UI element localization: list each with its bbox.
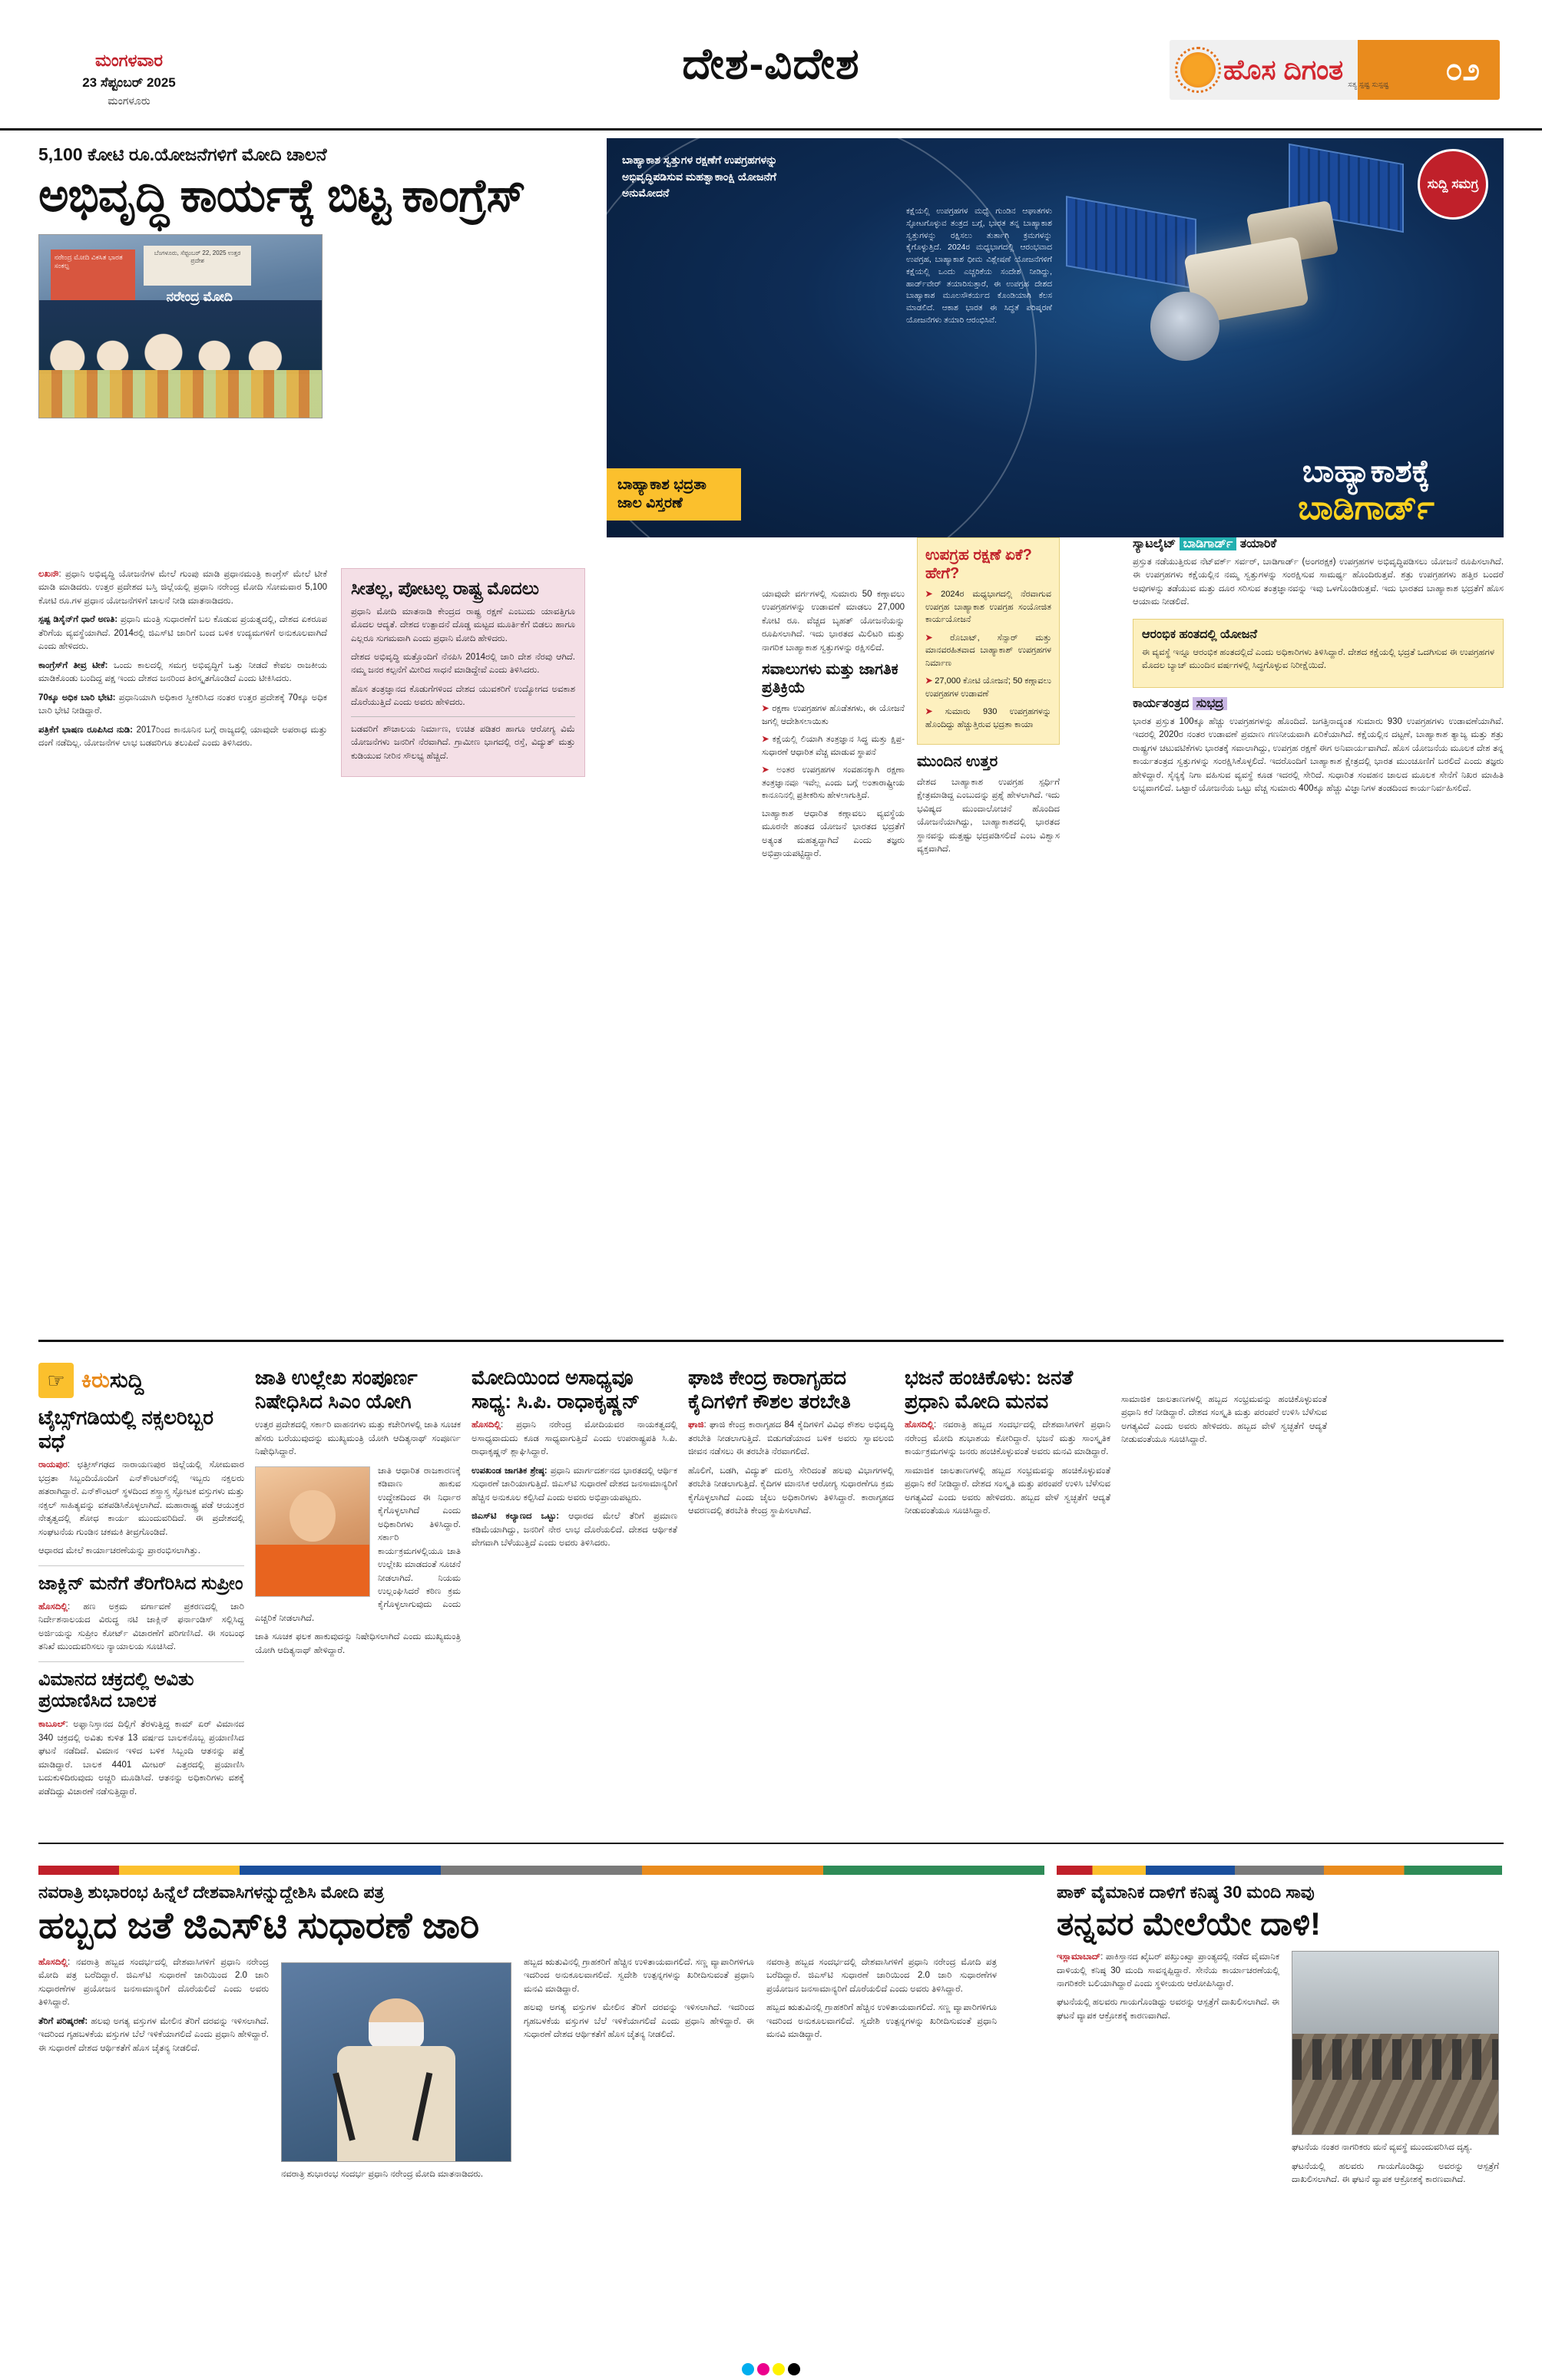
prison-para-1: ಘಾಜಿ ಕೇಂದ್ರ ಕಾರಾಗೃಹದ 84 ಕೈದಿಗಳಿಗೆ ವಿವಿಧ ಕೌಶಲ ಅಭಿವೃದ್ಧಿ ತರಬೇತಿ ನೀಡಲಾಗುತ್ತಿದೆ. ಬಿಡುಗಡೆಯಾದ ಬಳಿಕ ಅವರು ಸ್ವಾವಲಂಬಿ ಜೀವನ ನಡೆಸಲು ಈ ತರಬೇತಿ ನೆರವಾಗಲಿದೆ. <box>688 1420 894 1457</box>
lead-kicker: 5,100 ಕೋಟಿ ರೂ.ಯೋಜನೆಗಳಿಗೆ ಮೋದಿ ಚಾಲನೆ <box>38 144 327 164</box>
space-col1-para: ಯಾವುದೇ ವರ್ಗಗಳಲ್ಲಿ ಸುಮಾರು 50 ಕಣ್ಗಾವಲು ಉಪಗ್ರಹಗಳನ್ನು ಉಡಾವಣೆ ಮಾಡಲು 27,000 ಕೋಟಿ ರೂ. ವೆಚ್ಚದ ಬೃಹತ್ ಯೋಜನೆಯನ್ನು ರೂಪಿಸಲಾಗಿದೆ. ಇದು ಭಾರತದ ಮಿಲಿಟರಿ ಮತ್ತು ನಾಗರಿಕ ಬಾಹ್ಯಾಕಾಶ ಸ್ವತ್ತುಗಳನ್ನು ರಕ್ಷಿಸಲಿದೆ. <box>762 590 905 653</box>
space-col1-item-3: ಅಂತರ ಉಪಗ್ರಹಗಳ ಸಂವಹನಕ್ಕಾಗಿ ರಕ್ಷಣಾ ತಂತ್ರಜ್ಞಾನವೂ ಇವೆಲ್ಲ ಎಂದು ಬಗ್ಗೆ ಅಂತಾರಾಷ್ಟ್ರೀಯ ಕಾನೂನಿನಲ್ಲಿ ಪ್ರತೀಕರಿಸು ಹೇಳಲಾಗುತ್ತಿದೆ. <box>762 765 905 801</box>
space-feature-banner <box>607 138 1504 537</box>
space-col1-list <box>762 702 905 802</box>
radhakrishnan-story-column: ಮೋದಿಯಿಂದ ಅಸಾಧ್ಯವೂ ಸಾಧ್ಯ: ಸಿ.ಪಿ. ರಾಧಾಕೃಷ್ಣನ್ ಹೊಸದಿಲ್ಲಿ: ಪ್ರಧಾನಿ ನರೇಂದ್ರ ಮೋದಿಯವರ ನಾಯಕತ್ವದಲ್ಲಿ ಅಸಾಧ್ಯವಾದುದು ಕೂಡ ಸಾಧ್ಯವಾಗುತ್ತಿದೆ ಎಂದು ಉಪರಾಷ್ಟ್ರಪತಿ ಸಿ.ಪಿ. ರಾಧಾಕೃಷ್ಣನ್ ಶ್ಲಾಘಿಸಿದ್ದಾರೆ. ಉಪಖಂಡ ಜಾಗತಿಕ ಶ್ರೇಷ್ಠ: ಪ್ರಧಾನಿ ಮಾರ್ಗದರ್ಶನದ ಭಾರತದಲ್ಲಿ ಆರ್ಥಿಕ ಸುಧಾರಣೆ ಜಾರಿಯಾಗುತ್ತಿದೆ. ಜಿಎಸ್‌ಟಿ ಸುಧಾರಣೆ ದೇಶದ ಜನಸಾಮಾನ್ಯರಿಗೆ ಹೆಚ್ಚಿನ ಅನುಕೂಲ ಕಲ್ಪಿಸಿದೆ ಎಂದು ಅವರು ಅಭಿಪ್ರಾಯಪಟ್ಟರು. ಜಿಎಸ್‌ಟಿ ಕಲ್ಯಾಣದ ಒಟ್ಟು: ಆಧಾರದ ಮೇಲೆ ತೆರಿಗೆ ಪ್ರಮಾಣ ಕಡಿಮೆಯಾಗಿದ್ದು, ಜನರಿಗೆ ನೇರ ಲಾಭ ದೊರೆಯಲಿದೆ. ದೇಶದ ಆರ್ಥಿಕತೆ ವೇಗವಾಗಿ ಬೆಳೆಯುತ್ತಿದೆ ಎಂದು ಅವರು ತಿಳಿಸಿದರು. <box>472 1366 677 1549</box>
kirusudhi-brand <box>38 1363 244 1398</box>
gst-para-2: ಹಲವು ಅಗತ್ಯ ವಸ್ತುಗಳ ಮೇಲಿನ ತೆರಿಗೆ ದರವನ್ನು ಇಳಿಸಲಾಗಿದೆ. ಇದರಿಂದ ಗೃಹಬಳಕೆಯ ವಸ್ತುಗಳ ಬೆಲೆ ಇಳಿಕೆಯಾಗಲಿದೆ ಎಂದು ಪ್ರಧಾನಿ ಹೇಳಿದ್ದಾರೆ. ಈ ಸುಧಾರಣೆ ದೇಶದ ಆರ್ಥಿಕತೆಗೆ ಹೊಸ ಚೈತನ್ಯ ನೀಡಲಿದೆ. <box>38 2016 269 2053</box>
gst-para-3: ಹಬ್ಬದ ಋತುವಿನಲ್ಲಿ ಗ್ರಾಹಕರಿಗೆ ಹೆಚ್ಚಿನ ಉಳಿತಾಯವಾಗಲಿದೆ. ಸಣ್ಣ ವ್ಯಾಪಾರಿಗಳಿಗೂ ಇದರಿಂದ ಅನುಕೂಲವಾಗಲಿದೆ. ಸ್ವದೇಶಿ ಉತ್ಪನ್ನಗಳನ್ನು ಖರೀದಿಸುವಂತೆ ಪ್ರಧಾನಿ ಮನವಿ ಮಾಡಿದ್ದಾರೆ. <box>524 1957 754 1994</box>
rp-title-highlight: ಬಾಡಿಗಾರ್ಡ್ <box>1180 537 1237 550</box>
rp-title-post: ತಯಾರಿಕೆ <box>1239 537 1277 550</box>
space-title-card <box>1239 455 1493 527</box>
yogi-headline: ಜಾತಿ ಉಲ್ಲೇಖ ಸಂಪೂರ್ಣ ನಿಷೇಧಿಸಿದ ಸಿಎಂ ಯೋಗಿ <box>255 1366 418 1413</box>
sudhi-samagra-badge: ಸುದ್ದಿ ಸಮಗ್ರ <box>1418 149 1488 220</box>
lead-sub-3-head: 70ಕ್ಕೂ ಅಧಿಕ ಬಾರಿ ಭೇಟಿ: <box>38 693 116 702</box>
photo-banner-left: ನರೇಂದ್ರ ಮೋದಿ ವಿಕಸಿತ ಭಾರತ ಸಂಕಲ್ಪ <box>51 250 135 312</box>
pakistan-airstrike-story <box>1057 1866 1502 2192</box>
lead-sub-2-head: ಕಾಂಗ್ರೆಸ್‌ಗೆ ತೀವ್ರ ಟೀಕೆ: <box>38 660 108 670</box>
pink-divider <box>351 716 575 717</box>
gst-col-2 <box>281 1956 511 2187</box>
secondary-news-row <box>38 1363 1504 1804</box>
rp-block-1 <box>1133 537 1504 610</box>
publication-name: ಹೊಸ ದಿಗಂತ <box>1223 53 1344 85</box>
kirusudhi-body-3: ಅಫ್ಘಾನಿಸ್ತಾನದ ದಿಲ್ಲಿಗೆ ತೆರಳುತ್ತಿದ್ದ ಕಾಮ್ ಏರ್ ವಿಮಾನದ 340 ಚಕ್ರದಲ್ಲಿ ಅವಿತು ಕುಳಿತ 13 ವರ್ಷದ ಬಾಲಕನೊಬ್ಬ ಪ್ರಯಾಣಿಸಿದ ಘಟನೆ ನಡೆದಿದೆ. ವಿಮಾನ ಇಳಿದ ಬಳಿಕ ಸಿಬ್ಬಂದಿ ಆತನನ್ನು ಪತ್ತೆ ಮಾಡಿದ್ದಾರೆ. ಬಾಲಕ 4401 ಮೀಟರ್ ಎತ್ತರದಲ್ಲಿ ಪ್ರಯಾಣಿಸಿ ಬದುಕುಳಿದಿರುವುದು ಅಚ್ಚರಿ ಮೂಡಿಸಿದೆ. ಆತನನ್ನು ಅಧಿಕಾರಿಗಳು ವಶಕ್ಕೆ ಪಡೆದಿದ್ದು ವಿಚಾರಣೆ ನಡೆಸುತ್ತಿದ್ದಾರೆ. <box>38 1720 244 1797</box>
lead-para-1: ಪ್ರಧಾನಿ ಅಭಿವೃದ್ಧಿ ಯೋಜನೆಗಳ ಮೇಲೆ ಗುಂಪು ಮಾಡಿ ಪ್ರಧಾನಮಂತ್ರಿ ಕಾಂಗ್ರೆಸ್ ಮೇಲೆ ಟೀಕೆ ಮಾಡಿ ಮಾಡಿದರು. ಉತ್ತರ ಪ್ರದೇಶದ ಬಸ್ತಿ ಜಿಲ್ಲೆಯಲ್ಲಿ ಪ್ರಧಾನಿ ನರೇಂದ್ರ ಮೋದಿ ಸೋಮವಾರ 5,100 ಕೋಟಿ ರೂ.ಗಳ ಪ್ರಧಾನ ಯೋಜನೆಗಳಿಗೆ ಚಾಲನೆ ನೀಡಿ ಮಾತನಾಡಿದರು. <box>38 570 328 606</box>
bhajan-appeal-column: ಭಜನೆ ಹಂಚಿಕೊಳು: ಜನತೆ ಪ್ರಧಾನಿ ಮೋದಿ ಮನವ ಹೊಸದಿಲ್ಲಿ: ನವರಾತ್ರಿ ಹಬ್ಬದ ಸಂದರ್ಭದಲ್ಲಿ ದೇಶವಾಸಿಗಳಿಗೆ ಪ್ರಧಾನಿ ನರೇಂದ್ರ ಮೋದಿ ಶುಭಾಶಯ ಕೋರಿದ್ದಾರೆ. ಭಜನೆ ಮತ್ತು ಸಾಂಸ್ಕೃತಿಕ ಕಾರ್ಯಕ್ರಮಗಳನ್ನು ಜನರು ಹಂಚಿಕೊಳ್ಳುವಂತೆ ಅವರು ಮನವಿ ಮಾಡಿದ್ದಾರೆ. ಸಾಮಾಜಿಕ ಜಾಲತಾಣಗಳಲ್ಲಿ ಹಬ್ಬದ ಸಂಭ್ರಮವನ್ನು ಹಂಚಿಕೊಳ್ಳುವಂತೆ ಪ್ರಧಾನಿ ಕರೆ ನೀಡಿದ್ದಾರೆ. ದೇಶದ ಸಂಸ್ಕೃತಿ ಮತ್ತು ಪರಂಪರೆ ಉಳಿಸಿ ಬೆಳೆಸುವ ಅಗತ್ಯವಿದೆ ಎಂದು ಅವರು ಹೇಳಿದರು. ಹಬ್ಬದ ವೇಳೆ ಸ್ವಚ್ಛತೆಗೆ ಆದ್ಯತೆ ನೀಡುವಂತೆಯೂ ಸೂಚಿಸಿದ್ದಾರೆ. <box>905 1363 1110 1804</box>
portrait-robe <box>256 1545 369 1596</box>
space-yellow-label: ಬಾಹ್ಯಾಕಾಶ ಭದ್ರತಾ ಜಾಲ ವಿಸ್ತರಣೆ <box>607 468 741 521</box>
yogi-para-1: ಉತ್ತರ ಪ್ರದೇಶದಲ್ಲಿ ಸರ್ಕಾರಿ ವಾಹನಗಳು ಮತ್ತು ಕಚೇರಿಗಳಲ್ಲಿ ಜಾತಿ ಸೂಚಕ ಹೆಸರು ಬರೆಯುವುದನ್ನು ಮುಖ್ಯಮಂತ್ರಿ ಯೋಗಿ ಆದಿತ್ಯನಾಥ್ ಸಂಪೂರ್ಣ ನಿಷೇಧಿಸಿದ್ದಾರೆ. <box>255 1420 461 1457</box>
magenta-dot <box>757 2363 769 2375</box>
lead-story <box>38 144 591 418</box>
kirusudhi-dateline-2: ಹೊಸದಿಲ್ಲಿ <box>38 1602 68 1611</box>
prison-training-column: ಘಾಜಿ ಕೇಂದ್ರ ಕಾರಾಗೃಹದ ಕೈದಿಗಳಿಗೆ ಕೌಶಲ ತರಬೇತಿ ಘಾಜಿ: ಘಾಜಿ ಕೇಂದ್ರ ಕಾರಾಗೃಹದ 84 ಕೈದಿಗಳಿಗೆ ವಿವಿಧ ಕೌಶಲ ಅಭಿವೃದ್ಧಿ ತರಬೇತಿ ನೀಡಲಾಗುತ್ತಿದೆ. ಬಿಡುಗಡೆಯಾದ ಬಳಿಕ ಅವರು ಸ್ವಾವಲಂಬಿ ಜೀವನ ನಡೆಸಲು ಈ ತರಬೇತಿ ನೆರವಾಗಲಿದೆ. ಹೊಲಿಗೆ, ಬಡಗಿ, ವಿದ್ಯುತ್ ದುರಸ್ತಿ ಸೇರಿದಂತೆ ಹಲವು ವಿಭಾಗಗಳಲ್ಲಿ ತರಬೇತಿ ನೀಡಲಾಗುತ್ತಿದೆ. ಕೈದಿಗಳ ಮಾನಸಿಕ ಆರೋಗ್ಯ ಸುಧಾರಣೆಗೂ ಕ್ರಮ ಕೈಗೊಳ್ಳಲಾಗಿದೆ ಎಂದು ಜೈಲು ಅಧಿಕಾರಿಗಳು ತಿಳಿಸಿದ್ದಾರೆ. ಕಾರಾಗೃಹದ ಆವರಣದಲ್ಲಿ ತರಬೇತಿ ಕೇಂದ್ರ ಸ್ಥಾಪಿಸಲಾಗಿದೆ. <box>688 1363 894 1804</box>
rp-para-3: ಭಾರತ ಪ್ರಸ್ತುತ 100ಕ್ಕೂ ಹೆಚ್ಚು ಉಪಗ್ರಹಗಳನ್ನು ಹೊಂದಿದೆ. ಜಗತ್ತಿನಾದ್ಯಂತ ಸುಮಾರು 930 ಉಪಗ್ರಹಗಳು ಉಡಾವಣೆಯಾಗಿವೆ. ಇದರಲ್ಲಿ 2020ರ ನಂತರ ಉಡಾವಣೆ ಪ್ರಮಾಣ ಗಣನೀಯವಾಗಿ ಏರಿಕೆಯಾಗಿದೆ. ಕಕ್ಷೆಯಲ್ಲಿನ ದಟ್ಟಣೆ, ಬಾಹ್ಯಾಕಾಶ ತ್ಯಾಜ್ಯ ಮತ್ತು ಶತ್ರು ರಾಷ್ಟ್ರಗಳ ಚಟುವಟಿಕೆಗಳು ಭಾರತಕ್ಕೆ ಸವಾಲಾಗಿದ್ದು, ಉಪಗ್ರಹ ರಕ್ಷಣೆ ಈಗ ಅನಿವಾರ್ಯವಾಗಿದೆ. ಹೊಸ ಯೋಜನೆಯ ಮೂಲಕ ದೇಶ ತನ್ನ ಕಾರ್ಯತಂತ್ರದ ಸ್ವತ್ತುಗಳನ್ನು ಸಂರಕ್ಷಿಸಿಕೊಳ್ಳಲಿದೆ. ಇದರೊಂದಿಗೆ ಬಾಹ್ಯಾಕಾಶ ಕ್ಷೇತ್ರದಲ್ಲಿ ಭಾರತ ಮುಂಚೂಣಿಗೆ ಬರಲಿದೆ ಎಂದು ತಜ್ಞರು ಹೇಳಿದ್ದಾರೆ. ಸೈನ್ಯಕ್ಕೆ ನಿಗಾ ವಹಿಸುವ ವ್ಯವಸ್ಥೆ ಕೂಡ ಇದರಲ್ಲಿ ಸೇರಿದೆ. ಸುಧಾರಿತ ಸಂವಹನ ಜಾಲದ ಮೂಲಕ ಸೇನೆಗೆ ನಿಖರ ಮಾಹಿತಿ ಲಭ್ಯವಾಗಲಿದೆ. ಒಟ್ಟಾರೆ ಯೋಜನೆಯ ಒಟ್ಟು ವೆಚ್ಚ ಸುಮಾರು 400ಕ್ಕೂ ಹೆಚ್ಚು ವಿಜ್ಞಾನಿಗಳ ತಂಡದಿಂದ ಕಾರ್ಯನಿರ್ವಹಿಸಲಿದೆ. <box>1133 716 1504 794</box>
bhajan-dateline: ಹೊಸದಿಲ್ಲಿ <box>905 1420 934 1430</box>
prison-dateline: ಘಾಜಿ <box>688 1420 704 1430</box>
lead-sub-2-text: ಒಂದು ಕಾಲದಲ್ಲಿ ಸಮಗ್ರ ಅಭಿವೃದ್ಧಿಗೆ ಒತ್ತು ನೀಡದೆ ಕೇವಲ ರಾಜಕೀಯ ಮಾಡಿಕೊಂಡು ಬಂದಿದ್ದ ಪಕ್ಷ ಇಂದು ದೇಶದ ಜನರಿಂದ ತಿರಸ್ಕೃತಗೊಂಡಿದೆ ಎಂದು ಟೀಕಿಸಿದರು. <box>38 660 327 684</box>
publication-tagline: ಸತ್ಯ ಸ್ಪಷ್ಟ ಸುಸ್ಪಷ್ಟ <box>1348 81 1389 89</box>
lead-sidebar-pink <box>341 568 585 777</box>
rp-initial-stage-box <box>1133 619 1504 688</box>
lead-photo <box>38 234 323 418</box>
why-item-1: 2024ರ ಮಧ್ಯಭಾಗದಲ್ಲಿ ನೆರವಾಗುವ ಉಪಗ್ರಹ ಬಾಹ್ಯಾಕಾಶ ಉಪಗ್ರಹ ಸಂಯೋಜಿತ ಕಾರ್ಯಯೋಜನೆ <box>925 590 1051 624</box>
black-dot <box>788 2363 800 2375</box>
satellite-bodyguard-panel <box>1133 537 1504 805</box>
space-why-how-box <box>917 537 1060 745</box>
pak-kicker: ಪಾಕ್ ವೈಮಾನಿಕ ದಾಳಿಗೆ ಕನಿಷ್ಠ 30 ಮಂದಿ ಸಾವು <box>1057 1883 1315 1902</box>
gst-para-6: ಹಬ್ಬದ ಋತುವಿನಲ್ಲಿ ಗ್ರಾಹಕರಿಗೆ ಹೆಚ್ಚಿನ ಉಳಿತಾಯವಾಗಲಿದೆ. ಸಣ್ಣ ವ್ಯಾಪಾರಿಗಳಿಗೂ ಇದರಿಂದ ಅನುಕೂಲವಾಗಲಿದೆ. ಸ್ವದೇಶಿ ಉತ್ಪನ್ನಗಳನ್ನು ಖರೀದಿಸುವಂತೆ ಪ್ರಧಾನಿ ಮನವಿ ಮಾಡಿದ್ದಾರೆ. <box>766 2003 997 2040</box>
pak-para-1: ಪಾಕಿಸ್ತಾನದ ಖೈಬರ್ ಪಖ್ತುಂಖ್ವಾ ಪ್ರಾಂತ್ಯದಲ್ಲಿ ನಡೆದ ವೈಮಾನಿಕ ದಾಳಿಯಲ್ಲಿ ಕನಿಷ್ಠ 30 ಮಂದಿ ಸಾವನ್ನಪ್ಪಿದ್ದಾರೆ. ಸೇನೆಯ ಕಾರ್ಯಾಚರಣೆಯಲ್ಲಿ ನಾಗರಿಕರೇ ಬಲಿಯಾಗಿದ್ದಾರೆ ಎಂದು ಸ್ಥಳೀಯರು ಆರೋಪಿಸಿದ್ದಾರೆ. <box>1057 1952 1280 1988</box>
photo-kurta <box>337 2046 456 2161</box>
masthead-day: ಮಂಗಳವಾರ <box>94 51 164 70</box>
pink-para-1: ಪ್ರಧಾನಿ ಮೋದಿ ಮಾತನಾಡಿ ಕೇಂದ್ರದ ರಾಷ್ಟ್ರ ರಕ್ಷಣೆ ಎಂಬುದು ಯಾವತ್ತಿಗೂ ಮೊದಲ ಆದ್ಯತೆ. ದೇಶದ ಉತ್ಪಾದನೆ ದೊಡ್ಡ ಮಟ್ಟದ ಮೂರ್ತಿಕೆಗೆ ಬಿಡಲು ಹಾಗೂ ಎಲ್ಲರೂ ಸುಗಮವಾಗಿ ಎಂದು ಪ್ರಧಾನಿ ಮೋದಿ ಹೇಳಿದರು. <box>351 607 575 643</box>
photo-figures <box>39 308 322 370</box>
bhajan-para-2: ಸಾಮಾಜಿಕ ಜಾಲತಾಣಗಳಲ್ಲಿ ಹಬ್ಬದ ಸಂಭ್ರಮವನ್ನು ಹಂಚಿಕೊಳ್ಳುವಂತೆ ಪ್ರಧಾನಿ ಕರೆ ನೀಡಿದ್ದಾರೆ. ದೇಶದ ಸಂಸ್ಕೃತಿ ಮತ್ತು ಪರಂಪರೆ ಉಳಿಸಿ ಬೆಳೆಸುವ ಅಗತ್ಯವಿದೆ ಎಂದು ಅವರು ಹೇಳಿದರು. ಹಬ್ಬದ ವೇಳೆ ಸ್ವಚ್ಛತೆಗೆ ಆದ್ಯತೆ ನೀಡುವಂತೆಯೂ ಸೂಚಿಸಿದ್ದಾರೆ. <box>905 1466 1110 1516</box>
kirusudhi-dateline-3: ಕಾಬೂಲ್ <box>38 1720 66 1730</box>
why-item-2: ರೊಬಾಟ್, ಸೆನ್ಸಾರ್ ಮತ್ತು ಮಾನವರಹಿತವಾದ ಬಾಹ್ಯಾಕಾಶ್ ಉಪಗ್ರಹಗಳ ನಿರ್ಮಾಣ <box>925 633 1051 668</box>
pak-body-columns <box>1057 1951 1502 2192</box>
sun-icon <box>1180 52 1216 88</box>
publication-logo <box>1170 40 1500 100</box>
radhakrishnan-para-2: ಪ್ರಧಾನಿ ಮಾರ್ಗದರ್ಶನದ ಭಾರತದಲ್ಲಿ ಆರ್ಥಿಕ ಸುಧಾರಣೆ ಜಾರಿಯಾಗುತ್ತಿದೆ. ಜಿಎಸ್‌ಟಿ ಸುಧಾರಣೆ ದೇಶದ ಜನಸಾಮಾನ್ಯರಿಗೆ ಹೆಚ್ಚಿನ ಅನುಕೂಲ ಕಲ್ಪಿಸಿದೆ ಎಂದು ಅವರು ಅಭಿಪ್ರಾಯಪಟ್ಟರು. <box>472 1466 677 1502</box>
space-col1-tail: ಬಾಹ್ಯಾಕಾಶ ಆಧಾರಿತ ಕಣ್ಗಾವಲು ವ್ಯವಸ್ಥೆಯ ಮೂರನೇ ಹಂತದ ಯೋಜನೆ ಭಾರತದ ಭದ್ರತೆಗೆ ಅತ್ಯಂತ ಮಹತ್ವದ್ದಾಗಿದೆ ಎಂದು ತಜ್ಞರು ಅಭಿಪ್ರಾಯಪಟ್ಟಿದ್ದಾರೆ. <box>762 808 905 859</box>
space-col-spacer <box>607 537 749 867</box>
gst-photo-caption: ನವರಾತ್ರಿ ಶುಭಾರಂಭ ಸಂದರ್ಭ ಪ್ರಧಾನಿ ನರೇಂದ್ರ ಮೋದಿ ಮಾತನಾಡಿದರು. <box>281 2169 484 2179</box>
space-intro-text: ಬಾಹ್ಯಾಕಾಶ ಸ್ವತ್ತುಗಳ ರಕ್ಷಣೆಗೆ ಉಪಗ್ರಹಗಳನ್ನು ಅಭಿವೃದ್ಧಿಪಡಿಸುವ ಮಹತ್ವಾಕಾಂಕ್ಷಿ ಯೋಜನೆಗೆ ಅನುಮೋದನೆ <box>622 154 778 200</box>
space-body-text: ಕಕ್ಷೆಯಲ್ಲಿ ಉಪಗ್ರಹಗಳ ಮಧ್ಯೆ ಗುಂಡಿನ ಆಘಾತಗಳು ಸ್ಫೋಟಗೊಳ್ಳುವ ತಂತ್ರದ ಬಗ್ಗೆ, ಭಾರತ ತನ್ನ ಬಾಹ್ಯಾಕಾಶ ಸ್ವತ್ತುಗಳನ್ನು ರಕ್ಷಿಸಲು ತುರ್ತಾಗಿ ಕ್ರಮಗಳನ್ನು ಕೈಗೊಳ್ಳುತ್ತಿದೆ. 2024ರ ಮಧ್ಯಭಾಗದಲ್ಲಿ ಆರಂಭವಾದ ಉಪಗ್ರಹ, ಬಾಹ್ಯಾಕಾಶ ಧೀಮ ವಿಶ್ಲೇಷಣೆ ಯೋಜನೆಗಳಿಗೆ ಕಕ್ಷೆಯಲ್ಲಿ ಒಂದು ಎಚ್ಚರಿಕೆಯ ಸಂದೇಶ ನೀಡಿದ್ದು, ಹಾರ್ಡ್‌ವೇರ್ ತಯಾರಿಸುತ್ತಾರೆ, ಈ ಉಪಗ್ರಹ ದೇಶದ ಬಾಹ್ಯಾಕಾಶ ಮೂಲಸೌಕರ್ಯದ ಕೊಂಡಿಯಾಗಿ ಕೆಲಸ ಮಾಡಲಿದೆ. ಆಕಾಶ ಭಾರತ ಈ ಸಿದ್ಧತೆ ಪರಿಷ್ಕರಣೆ ಯೋಜನೆಗಳು ತಯಾರಿ ಆರಂಭಿಸಿವೆ. <box>906 207 1052 325</box>
space-col-1 <box>762 537 905 867</box>
prison-headline: ಘಾಜಿ ಕೇಂದ್ರ ಕಾರಾಗೃಹದ ಕೈದಿಗಳಿಗೆ ಕೌಶಲ ತರಬೇತಿ <box>688 1366 851 1413</box>
bhajan-headline: ಭಜನೆ ಹಂಚಿಕೊಳು: ಜನತೆ ಪ್ರಧಾನಿ ಮೋದಿ ಮನವ <box>905 1366 1074 1413</box>
rp-head3-pre: ಕಾರ್ಯತಂತ್ರದ <box>1133 696 1190 710</box>
arrow-icon: ➤ <box>762 704 769 714</box>
gst-story <box>38 1866 1044 2192</box>
rp-head3-highlight: ಸುಭದ್ರ <box>1193 697 1228 710</box>
pak-headline: ತನ್ನವರ ಮೇಲೆಯೇ ದಾಳಿ! <box>1057 1906 1322 1942</box>
why-item-3: 27,000 ಕೋಟಿ ಯೋಜನೆ; 50 ಕಣ್ಗಾವಲು ಉಪಗ್ರಹಗಳ ಉಡಾವಣೆ <box>925 676 1051 699</box>
gst-headline: ಹಬ್ಬದ ಜತೆ ಜಿಎಸ್‌ಟಿ ಸುಧಾರಣೆ ಜಾರಿ <box>38 1906 480 1946</box>
lead-column-a: ಲಖನೌ: ಪ್ರಧಾನಿ ಅಭಿವೃದ್ಧಿ ಯೋಜನೆಗಳ ಮೇಲೆ ಗುಂಪು ಮಾಡಿ ಪ್ರಧಾನಮಂತ್ರಿ ಕಾಂಗ್ರೆಸ್ ಮೇಲೆ ಟೀಕೆ ಮಾಡಿ ಮಾಡಿದರು. ಉತ್ತರ ಪ್ರದೇಶದ ಬಸ್ತಿ ಜಿಲ್ಲೆಯಲ್ಲಿ ಪ್ರಧಾನಿ ನರೇಂದ್ರ ಮೋದಿ ಸೋಮವಾರ 5,100 ಕೋಟಿ ರೂ.ಗಳ ಪ್ರಧಾನ ಯೋಜನೆಗಳಿಗೆ ಚಾಲನೆ ನೀಡಿ ಮಾತನಾಡಿದರು. ಸ್ಪಷ್ಟ ಡಿಸೈನ್‌ಗೆ ಧಾರೆ ಅಣತಿ: ಪ್ರಧಾನಿ ಮಂತ್ರಿ ಸುಧಾರಣೆಗೆ ಬಲ ಕೊಡುವ ಪ್ರಯತ್ನದಲ್ಲಿ, ದೇಶದ ಏಕರೂಪ ತೆರಿಗೆಯ ವ್ಯವಸ್ಥೆಯಾಗಿದೆ. 2014ರಲ್ಲಿ ಜಿಎಸ್‌ಟಿ ಜಾರಿಗೆ ಬಂದ ಬಳಿಕ ಉದ್ಯಮಗಳಿಗೆ ಅನುಕೂಲವಾಗಿದೆ ಎಂದು ಹೇಳಿದರು. ಕಾಂಗ್ರೆಸ್‌ಗೆ ತೀವ್ರ ಟೀಕೆ: ಒಂದು ಕಾಲದಲ್ಲಿ ಸಮಗ್ರ ಅಭಿವೃದ್ಧಿಗೆ ಒತ್ತು ನೀಡದೆ ಕೇವಲ ರಾಜಕೀಯ ಮಾಡಿಕೊಂಡು ಬಂದಿದ್ದ ಪಕ್ಷ ಇಂದು ದೇಶದ ಜನರಿಂದ ತಿರಸ್ಕೃತಗೊಂಡಿದೆ ಎಂದು ಟೀಕಿಸಿದರು. 70ಕ್ಕೂ ಅಧಿಕ ಬಾರಿ ಭೇಟಿ: ಪ್ರಧಾನಿಯಾಗಿ ಅಧಿಕಾರ ಸ್ವೀಕರಿಸಿದ ನಂತರ ಉತ್ತರ ಪ್ರದೇಶಕ್ಕೆ 70ಕ್ಕೂ ಅಧಿಕ ಬಾರಿ ಭೇಟಿ ನೀಡಿದ್ದಾರೆ. ಪತ್ರಿಕೆಗೆ ಭಾಷಣ ರೂಪಿಸಿದ ನುಡಿ: 2017ರಿಂದ ಕಾನೂನಿನ ಬಗ್ಗೆ ರಾಜ್ಯದಲ್ಲಿ ಯಾವುದೇ ಅಪರಾಧ ಮತ್ತು ದಂಗೆ ನಡೆದಿಲ್ಲ. ಯೋಜನೆಗಳ ಲಾಭ ಬಡವರಿಗೂ ತಲುಪಿದೆ ಎಂದು ತಿಳಿಸಿದರು. <box>38 570 328 749</box>
row2-continuation-text: ಸಾಮಾಜಿಕ ಜಾಲತಾಣಗಳಲ್ಲಿ ಹಬ್ಬದ ಸಂಭ್ರಮವನ್ನು ಹಂಚಿಕೊಳ್ಳುವಂತೆ ಪ್ರಧಾನಿ ಕರೆ ನೀಡಿದ್ದಾರೆ. ದೇಶದ ಸಂಸ್ಕೃತಿ ಮತ್ತು ಪರಂಪರೆ ಉಳಿಸಿ ಬೆಳೆಸುವ ಅಗತ್ಯವಿದೆ ಎಂದು ಅವರು ಹೇಳಿದರು. ಹಬ್ಬದ ವೇಳೆ ಸ್ವಚ್ಛತೆಗೆ ಆದ್ಯತೆ ನೀಡುವಂತೆಯೂ ಸೂಚಿಸಿದ್ದಾರೆ. <box>1121 1395 1327 1445</box>
cmyk-registration-marks <box>742 2363 800 2375</box>
photo-banner-center: ಬೆಂಗಳೂರು, ಸೆಪ್ಟಂಬರ್ 22, 2025 ಉತ್ತರ ಪ್ರದೇಶ <box>144 246 251 286</box>
hand-pointing-icon: ☞ <box>38 1363 74 1398</box>
arrow-icon: ➤ <box>925 676 933 686</box>
pak-dateline: ಇಸ್ಲಾಮಾಬಾದ್ <box>1057 1952 1101 1962</box>
gst-para-5: ನವರಾತ್ರಿ ಹಬ್ಬದ ಸಂದರ್ಭದಲ್ಲಿ ದೇಶವಾಸಿಗಳಿಗೆ ಪ್ರಧಾನಿ ನರೇಂದ್ರ ಮೋದಿ ಪತ್ರ ಬರೆದಿದ್ದಾರೆ. ಜಿಎಸ್‌ಟಿ ಸುಧಾರಣೆ ಜಾರಿಯಿಂದ 2.0 ಜಾರಿ ಸುಧಾರಣೆಗಳ ಪ್ರಯೋಜನ ಜನಸಾಮಾನ್ಯರಿಗೆ ದೊರೆಯಲಿದೆ ಎಂದು ಅವರು ತಿಳಿಸಿದ್ದಾರೆ. <box>766 1957 997 1994</box>
gst-col-3 <box>524 1956 754 2187</box>
lead-headline: ಅಭಿವೃದ್ಧಿ ಕಾರ್ಯಕ್ಕೆ ಬಿಟ್ಟ ಕಾಂಗ್ರೆಸ್ <box>38 170 525 221</box>
pak-photo-caption: ಘಟನೆಯ ನಂತರ ನಾಗರಿಕರು ಮನೆ ವ್ಯವಸ್ಥೆ ಮುಂದುವರಿಸಿದ ದೃಶ್ಯ. <box>1292 2143 1472 2153</box>
radhakrishnan-headline: ಮೋದಿಯಿಂದ ಅಸಾಧ್ಯವೂ ಸಾಧ್ಯ: ಸಿ.ಪಿ. ರಾಧಾಕೃಷ್ಣನ್ <box>472 1366 640 1413</box>
radhakrishnan-sub-2: ಜಿಎಸ್‌ಟಿ ಕಲ್ಯಾಣದ ಒಟ್ಟು: <box>472 1512 560 1522</box>
gst-body-columns <box>38 1956 1044 2187</box>
kirusudhi-head-2: ಜಾಕ್ಲಿನ್ ಮನೆಗೆ ತೆರಿಗೆರಿಸಿದ ಸುಪ್ರೀಂ <box>38 1572 243 1594</box>
space-next-head: ಮುಂದಿನ ಉತ್ತರ <box>917 753 998 770</box>
yellow-dot <box>773 2363 785 2375</box>
yogi-story-column <box>255 1363 461 1804</box>
satellite-illustration <box>1058 161 1388 415</box>
gst-col-4 <box>766 1956 997 2187</box>
radhakrishnan-dateline: ಹೊಸದಿಲ್ಲಿ <box>472 1420 501 1430</box>
color-band-decor <box>38 1866 1044 1875</box>
photo-crowd <box>1292 2039 1498 2079</box>
kirusudhi-body-1: ಛತ್ತೀಸ್‌ಗಢದ ನಾರಾಯಣಪುರ ಜಿಲ್ಲೆಯಲ್ಲಿ ಸೋಮವಾರ ಭದ್ರತಾ ಸಿಬ್ಬಂದಿಯೊಂದಿಗೆ ಎನ್‌ಕೌಂಟರ್‌ನಲ್ಲಿ ಇಬ್ಬರು ನಕ್ಸಲರು ಹತರಾಗಿದ್ದಾರೆ. ಎನ್‌ಕೌಂಟರ್ ಸ್ಥಳದಿಂದ ಶಸ್ತ್ರಾಸ್ತ್ರ ಸ್ಫೋಟಕ ವಸ್ತುಗಳು ಮತ್ತು ನಕ್ಸಲ್ ಸಾಹಿತ್ಯವನ್ನು ವಶಪಡಿಸಿಕೊಳ್ಳಲಾಗಿದೆ. ಮಹಾರಾಷ್ಟ್ರ ಪಡೆ ಆಯುಕ್ತರ ನೇತೃತ್ವದಲ್ಲಿ ಶೋಧ ಕಾರ್ಯ ಮುಂದುವರಿದಿದೆ. ಈ ಪ್ರದೇಶದಲ್ಲಿ ಸಂಘಟನೆಯ ಗುಂಡಿನ ಚಕಮಕಿ ತೀವ್ರಗೊಂಡಿದೆ. <box>38 1460 245 1537</box>
rp-title-pre: ಸ್ಯಾಟಲೈಟ್ <box>1133 537 1176 550</box>
lead-sub-1-text: ಪ್ರಧಾನಿ ಮಂತ್ರಿ ಸುಧಾರಣೆಗೆ ಬಲ ಕೊಡುವ ಪ್ರಯತ್ನದಲ್ಲಿ, ದೇಶದ ಏಕರೂಪ ತೆರಿಗೆಯ ವ್ಯವಸ್ಥೆಯಾಗಿದೆ. 2014ರಲ್ಲಿ ಜಿಎಸ್‌ಟಿ ಜಾರಿಗೆ ಬಂದ ಬಳಿಕ ಉದ್ಯಮಗಳಿಗೆ ಅನುಕೂಲವಾಗಿದೆ ಎಂದು ಹೇಳಿದರು. <box>38 615 327 652</box>
bhajan-para-1: ನವರಾತ್ರಿ ಹಬ್ಬದ ಸಂದರ್ಭದಲ್ಲಿ ದೇಶವಾಸಿಗಳಿಗೆ ಪ್ರಧಾನಿ ನರೇಂದ್ರ ಮೋದಿ ಶುಭಾಶಯ ಕೋರಿದ್ದಾರೆ. ಭಜನೆ ಮತ್ತು ಸಾಂಸ್ಕೃತಿಕ ಕಾರ್ಯಕ್ರಮಗಳನ್ನು ಜನರು ಹಂಚಿಕೊಳ್ಳುವಂತೆ ಅವರು ಮನವಿ ಮಾಡಿದ್ದಾರೆ. <box>905 1420 1111 1457</box>
kirusudhi-head-1: ಟೈಬ್ಸ್‌ಗಡಿಯಲ್ಲಿ ನಕ್ಸಲರಿಬ್ಬರ ವಧೆ <box>38 1406 214 1453</box>
yogi-portrait-photo <box>255 1466 370 1597</box>
photo-flower-decor <box>39 370 322 418</box>
cyan-dot <box>742 2363 754 2375</box>
rp-head-2: ಆರಂಭಿಕ ಹಂತದಲ್ಲಿ ಯೋಜನೆ <box>1142 627 1257 641</box>
portrait-face <box>290 1490 335 1542</box>
lead-sub-3-text: ಪ್ರಧಾನಿಯಾಗಿ ಅಧಿಕಾರ ಸ್ವೀಕರಿಸಿದ ನಂತರ ಉತ್ತರ ಪ್ರದೇಶಕ್ಕೆ 70ಕ್ಕೂ ಅಧಿಕ ಬಾರಿ ಭೇಟಿ ನೀಡಿದ್ದಾರೆ. <box>38 693 327 716</box>
yogi-caption: ಜಾತಿ ಸೂಚಕ ಫಲಕ ಹಾಕುವುದನ್ನು ನಿಷೇಧಿಸಲಾಗಿದೆ ಎಂದು ಮುಖ್ಯಮಂತ್ರಿ ಯೋಗಿ ಆದಿತ್ಯನಾಥ್ ಹೇಳಿದ್ದಾರೆ. <box>255 1632 461 1655</box>
color-band-decor-2 <box>1057 1866 1502 1875</box>
page-section-title: ದೇಶ-ವಿದೇಶ <box>682 39 860 88</box>
pink-para-2: ದೇಶದ ಅಭಿವೃದ್ಧಿ ಮತ್ತೊಂದಿಗೆ ನೆನಪಿಸಿ 2014ರಲ್ಲಿ ಜಾರಿ ದೇಶ ನೆರವು ಆಗಿದೆ. ನಮ್ಮ ಜನರ ಕಲ್ಪನೆಗೆ ಮೀರಿದ ಸಾಧನೆ ಮಾಡಿದ್ದೇವೆ ಎಂದು ತಿಳಿಸಿದರು. <box>351 653 575 676</box>
arrow-icon: ➤ <box>762 735 769 745</box>
radhakrishnan-sub-1: ಉಪಖಂಡ ಜಾಗತಿಕ ಶ್ರೇಷ್ಠ: <box>472 1466 548 1476</box>
rp-block-3 <box>1133 697 1504 796</box>
kirusudhi-sep-2 <box>38 1661 244 1662</box>
why-item-4: ಸುಮಾರು 930 ಉಪಗ್ರಹಗಳನ್ನು ಹೊಂದಿದ್ದು ಹೆಚ್ಚುತ್ತಿರುವ ಭದ್ರತಾ ಕಾಯಾ <box>925 707 1051 729</box>
lead-sub-4-text: 2017ರಿಂದ ಕಾನೂನಿನ ಬಗ್ಗೆ ರಾಜ್ಯದಲ್ಲಿ ಯಾವುದೇ ಅಪರಾಧ ಮತ್ತು ದಂಗೆ ನಡೆದಿಲ್ಲ. ಯೋಜನೆಗಳ ಲಾಭ ಬಡವರಿಗೂ ತಲುಪಿದೆ ಎಂದು ತಿಳಿಸಿದರು. <box>38 725 327 749</box>
kirusudhi-body-2: ಹಣ ಅಕ್ರಮ ವರ್ಗಾವಣೆ ಪ್ರಕರಣದಲ್ಲಿ ಜಾರಿ ನಿರ್ದೇಶನಾಲಯದ ವಿರುದ್ಧ ನಟಿ ಜಾಕ್ಲಿನ್ ಫರ್ನಾಂಡಿಸ್ ಸಲ್ಲಿಸಿದ್ದ ಅರ್ಜಿಯನ್ನು ಸುಪ್ರೀಂ ಕೋರ್ಟ್ ವಿಚಾರಣೆಗೆ ಪರಿಗಣಿಸಿದೆ. ಈ ಸಂಬಂಧ ತನಿಖೆ ಮುಂದುವರಿಸಲು ನ್ಯಾಯಾಲಯ ಸೂಚಿಸಿದೆ. <box>38 1602 244 1652</box>
space-col1-item-1: ರಕ್ಷಣಾ ಉಪಗ್ರಹಗಳ ಹೊಡೆತಗಳು, ಈ ಯೋಜನೆ ಜಗಲ್ಲಿ ಆದೇಶಿಸಲಾಯಿತು <box>762 704 905 726</box>
rp-para-1: ಪ್ರಸ್ತುತ ನಡೆಯುತ್ತಿರುವ ನೆಟ್‌ವರ್ಕ್ ಸರ್ವರ್, ಬಾಡಿಗಾರ್ಡ್ (ಅಂಗರಕ್ಷಕ) ಉಪಗ್ರಹಗಳ ಅಭಿವೃದ್ಧಿಪಡಿಸಲು ಯೋಜನೆ ರೂಪಿಸಲಾಗಿದೆ. ಈ ಉಪಗ್ರಹಗಳು ಕಕ್ಷೆಯಲ್ಲಿನ ನಮ್ಮ ಸ್ವತ್ತುಗಳನ್ನು ಸಂರಕ್ಷಿಸುವ ಸಾಮರ್ಥ್ಯ ಹೊಂದಿರುತ್ತವೆ. ಶತ್ರು ಉಪಗ್ರಹಗಳು ಹತ್ತಿರ ಬಂದರೆ ಅವುಗಳನ್ನು ತಡೆಯುವ ಮತ್ತು ದೂರ ಸರಿಸುವ ತಂತ್ರಜ್ಞಾನವನ್ನು ಇವು ಒಳಗೊಂಡಿರುತ್ತವೆ. ಇದು ಭಾರತದ ಬಾಹ್ಯಾಕಾಶ ಭದ್ರತೆಗೆ ಹೊಸ ಆಯಾಮ ನೀಡಲಿದೆ. <box>1133 557 1504 607</box>
rp-para-2: ಈ ವ್ಯವಸ್ಥೆ ಇನ್ನೂ ಆರಂಭಿಕ ಹಂತದಲ್ಲಿದೆ ಎಂದು ಅಧಿಕಾರಿಗಳು ತಿಳಿಸಿದ್ದಾರೆ. ದೇಶದ ಕಕ್ಷೆಯಲ್ಲಿ ಭದ್ರತೆ ಒದಗಿಸುವ ಈ ಉಪಗ್ರಹಗಳ ಮೊದಲ ಬ್ಯಾಚ್ ಮುಂದಿನ ವರ್ಷಗಳಲ್ಲಿ ಸಿದ್ಧಗೊಳ್ಳುವ ನಿರೀಕ್ಷೆಯಿದೆ. <box>1142 647 1494 671</box>
pink-para-3: ಹೊಸ ತಂತ್ರಜ್ಞಾನದ ಕೊಡುಗೆಗಳಿಂದ ದೇಶದ ಯುವಕರಿಗೆ ಉದ್ಯೋಗದ ಅವಕಾಶ ದೊರೆಯುತ್ತಿದೆ ಎಂದು ಅವರು ಹೇಳಿದರು. <box>351 684 575 708</box>
kirusudhi-column: ☞ ಕಿರುಸುದ್ದಿ ಟೈಬ್ಸ್‌ಗಡಿಯಲ್ಲಿ ನಕ್ಸಲರಿಬ್ಬರ ವಧೆ ರಾಯಪುರ: ಛತ್ತೀಸ್‌ಗಢದ ನಾರಾಯಣಪುರ ಜಿಲ್ಲೆಯಲ್ಲಿ ಸೋಮವಾರ ಭದ್ರತಾ ಸಿಬ್ಬಂದಿಯೊಂದಿಗೆ ಎನ್‌ಕೌಂಟರ್‌ನಲ್ಲಿ ಇಬ್ಬರು ನಕ್ಸಲರು ಹತರಾಗಿದ್ದಾರೆ. ಎನ್‌ಕೌಂಟರ್ ಸ್ಥಳದಿಂದ ಶಸ್ತ್ರಾಸ್ತ್ರ ಸ್ಫೋಟಕ ವಸ್ತುಗಳು ಮತ್ತು ನಕ್ಸಲ್ ಸಾಹಿತ್ಯವನ್ನು ವಶಪಡಿಸಿಕೊಳ್ಳಲಾಗಿದೆ. ಮಹಾರಾಷ್ಟ್ರ ಪಡೆ ಆಯುಕ್ತರ ನೇತೃತ್ವದಲ್ಲಿ ಶೋಧ ಕಾರ್ಯ ಮುಂದುವರಿದಿದೆ. ಈ ಪ್ರದೇಶದಲ್ಲಿ ಸಂಘಟನೆಯ ಗುಂಡಿನ ಚಕಮಕಿ ತೀವ್ರಗೊಂಡಿದೆ. ಆಧಾರದ ಮೇಲೆ ಕಾರ್ಯಾಚರಣೆಯನ್ನು ಪ್ರಾರಂಭಿಸಲಾಗಿತ್ತು. ಜಾಕ್ಲಿನ್ ಮನೆಗೆ ತೆರಿಗೆರಿಸಿದ ಸುಪ್ರೀಂ ಹೊಸದಿಲ್ಲಿ: ಹಣ ಅಕ್ರಮ ವರ್ಗಾವಣೆ ಪ್ರಕರಣದಲ್ಲಿ ಜಾರಿ ನಿರ್ದೇಶನಾಲಯದ ವಿರುದ್ಧ ನಟಿ ಜಾಕ್ಲಿನ್ ಫರ್ನಾಂಡಿಸ್ ಸಲ್ಲಿಸಿದ್ದ ಅರ್ಜಿಯನ್ನು ಸುಪ್ರೀಂ ಕೋರ್ಟ್ ವಿಚಾರಣೆಗೆ ಪರಿಗಣಿಸಿದೆ. ಈ ಸಂಬಂಧ ತನಿಖೆ ಮುಂದುವರಿಸಲು ನ್ಯಾಯಾಲಯ ಸೂಚಿಸಿದೆ. ವಿಮಾನದ ಚಕ್ರದಲ್ಲಿ ಅವಿತು ಪ್ರಯಾಣಿಸಿದ ಬಾಲಕ ಕಾಬೂಲ್: ಅಫ್ಘಾನಿಸ್ತಾನದ ದಿಲ್ಲಿಗೆ ತೆರಳುತ್ತಿದ್ದ ಕಾಮ್ ಏರ್ ವಿಮಾನದ 340 ಚಕ್ರದಲ್ಲಿ ಅವಿತು ಕುಳಿತ 13 ವರ್ಷದ ಬಾಲಕನೊಬ್ಬ ಪ್ರಯಾಣಿಸಿದ ಘಟನೆ ನಡೆದಿದೆ. ವಿಮಾನ ಇಳಿದ ಬಳಿಕ ಸಿಬ್ಬಂದಿ ಆತನನ್ನು ಪತ್ತೆ ಮಾಡಿದ್ದಾರೆ. ಬಾಲಕ 4401 ಮೀಟರ್ ಎತ್ತರದಲ್ಲಿ ಪ್ರಯಾಣಿಸಿ ಬದುಕುಳಿದಿರುವುದು ಅಚ್ಚರಿ ಮೂಡಿಸಿದೆ. ಆತನನ್ನು ಅಧಿಕಾರಿಗಳು ವಶಕ್ಕೆ ಪಡೆದಿದ್ದು ವಿಚಾರಣೆ ನಡೆಸುತ್ತಿದ್ದಾರೆ. <box>38 1363 244 1804</box>
arrow-icon: ➤ <box>762 765 769 775</box>
photo-smoke <box>1292 1952 1498 2034</box>
rp-head-3 <box>1133 697 1504 711</box>
row2-continuation-column <box>1121 1363 1327 1804</box>
kirusudhi-dateline-1: ರಾಯಪುರ <box>38 1460 68 1470</box>
gst-sub-head: ತೆರಿಗೆ ಪರಿಷ್ಕರಣೆ: <box>38 2016 88 2026</box>
space-why-how-head: ಉಪಗ್ರಹ ರಕ್ಷಣೆ ಏಕೆ? ಹೇಗೆ? <box>925 547 1032 582</box>
page-number: ೦೨ <box>1445 52 1480 87</box>
arrow-icon: ➤ <box>925 707 933 716</box>
masthead <box>0 0 1542 131</box>
kirusudhi-body-1b: ಆಧಾರದ ಮೇಲೆ ಕಾರ್ಯಾಚರಣೆಯನ್ನು ಪ್ರಾರಂಭಿಸಲಾಗಿತ್ತು. <box>38 1546 200 1556</box>
pak-col-2 <box>1292 1951 1499 2192</box>
prison-para-2: ಹೊಲಿಗೆ, ಬಡಗಿ, ವಿದ್ಯುತ್ ದುರಸ್ತಿ ಸೇರಿದಂತೆ ಹಲವು ವಿಭಾಗಗಳಲ್ಲಿ ತರಬೇತಿ ನೀಡಲಾಗುತ್ತಿದೆ. ಕೈದಿಗಳ ಮಾನಸಿಕ ಆರೋಗ್ಯ ಸುಧಾರಣೆಗೂ ಕ್ರಮ ಕೈಗೊಳ್ಳಲಾಗಿದೆ ಎಂದು ಜೈಲು ಅಧಿಕಾರಿಗಳು ತಿಳಿಸಿದ್ದಾರೆ. ಕಾರಾಗೃಹದ ಆವರಣದಲ್ಲಿ ತರಬೇತಿ ಕೇಂದ್ರ ಸ್ಥಾಪಿಸಲಾಗಿದೆ. <box>688 1466 894 1516</box>
masthead-place: ಮಂಗಳೂರು <box>108 94 151 107</box>
kirusudhi-brand-1: ಕಿರು <box>81 1367 110 1392</box>
rp-title-1 <box>1133 537 1504 551</box>
section-divider-1 <box>38 1340 1504 1342</box>
space-col1-item-2: ಕಕ್ಷೆಯಲ್ಲಿ ಲಿಯಾಗಿ ತಂತ್ರಜ್ಞಾನ ಸಿದ್ಧ ಮತ್ತು ಕ್ಷಿಪ್ರ-ಸುಧಾರಣೆ ಆಧಾರಿತ ವೆಚ್ಚ ಮಾಡುವ ಸ್ಥಾಪನೆ <box>762 735 905 757</box>
solar-panel-left <box>1066 196 1196 289</box>
radhakrishnan-para-3: ಆಧಾರದ ಮೇಲೆ ತೆರಿಗೆ ಪ್ರಮಾಣ ಕಡಿಮೆಯಾಗಿದ್ದು, ಜನರಿಗೆ ನೇರ ಲಾಭ ದೊರೆಯಲಿದೆ. ದೇಶದ ಆರ್ಥಿಕತೆ ವೇಗವಾಗಿ ಬೆಳೆಯುತ್ತಿದೆ ಎಂದು ಅವರು ತಿಳಿಸಿದರು. <box>472 1512 677 1549</box>
pink-para-4: ಬಡವರಿಗೆ ಶೌಚಾಲಯ ನಿರ್ಮಾಣ, ಉಚಿತ ಪಡಿತರ ಹಾಗೂ ಆರೋಗ್ಯ ವಿಮೆ ಯೋಜನೆಗಳು ಜನರಿಗೆ ನೆರವಾಗಿದೆ. ಗ್ರಾಮೀಣ ಭಾಗದಲ್ಲಿ ರಸ್ತೆ, ವಿದ್ಯುತ್ ಮತ್ತು ಕುಡಿಯುವ ನೀರಿನ ಸೌಲಭ್ಯ ಹೆಚ್ಚಿದೆ. <box>351 724 575 761</box>
photo-name-plate: ನರೇಂದ್ರ ಮೋದಿ <box>166 289 233 305</box>
lead-dateline: ಲಖನೌ <box>38 570 59 579</box>
gst-para-4: ಹಲವು ಅಗತ್ಯ ವಸ್ತುಗಳ ಮೇಲಿನ ತೆರಿಗೆ ದರವನ್ನು ಇಳಿಸಲಾಗಿದೆ. ಇದರಿಂದ ಗೃಹಬಳಕೆಯ ವಸ್ತುಗಳ ಬೆಲೆ ಇಳಿಕೆಯಾಗಲಿದೆ ಎಂದು ಪ್ರಧಾನಿ ಹೇಳಿದ್ದಾರೆ. ಈ ಸುಧಾರಣೆ ದೇಶದ ಆರ್ಥಿಕತೆಗೆ ಹೊಸ ಚೈತನ್ಯ ನೀಡಲಿದೆ. <box>524 2003 754 2040</box>
yogi-para-2: ಜಾತಿ ಆಧಾರಿತ ರಾಜಕಾರಣಕ್ಕೆ ಕಡಿವಾಣ ಹಾಕುವ ಉದ್ದೇಶದಿಂದ ಈ ನಿರ್ಧಾರ ಕೈಗೊಳ್ಳಲಾಗಿದೆ ಎಂದು ಅಧಿಕಾರಿಗಳು ತಿಳಿಸಿದ್ದಾರೆ. ಸರ್ಕಾರಿ ಕಾರ್ಯಕ್ರಮಗಳಲ್ಲಿಯೂ ಜಾತಿ ಉಲ್ಲೇಖ ಮಾಡದಂತೆ ಸೂಚನೆ ನೀಡಲಾಗಿದೆ. ನಿಯಮ ಉಲ್ಲಂಘಿಸಿದರೆ ಕಠಿಣ ಕ್ರಮ ಕೈಗೊಳ್ಳಲಾಗುವುದು ಎಂದು ಎಚ್ಚರಿಕೆ ನೀಡಲಾಗಿದೆ. <box>255 1466 461 1623</box>
gst-dateline: ಹೊಸದಿಲ್ಲಿ <box>38 1957 68 1967</box>
space-col-2 <box>917 537 1060 867</box>
lead-columns <box>38 568 591 777</box>
lead-sub-4-head: ಪತ್ರಿಕೆಗೆ ಭಾಷಣ ರೂಪಿಸಿದ ನುಡಿ: <box>38 725 133 735</box>
pak-para-2: ಘಟನೆಯಲ್ಲಿ ಹಲವರು ಗಾಯಗೊಂಡಿದ್ದು ಅವರನ್ನು ಆಸ್ಪತ್ರೆಗೆ ದಾಖಲಿಸಲಾಗಿದೆ. ಈ ಘಟನೆ ವ್ಯಾಪಕ ಆಕ್ರೋಶಕ್ಕೆ ಕಾರಣವಾಗಿದೆ. <box>1057 1998 1279 2021</box>
gst-kicker: ನವರಾತ್ರಿ ಶುಭಾರಂಭ ಹಿನ್ನೆಲೆ ದೇಶವಾಸಿಗಳನ್ನುದ್ದೇಶಿಸಿ ಮೋದಿ ಪತ್ರ <box>38 1883 385 1902</box>
pak-col-1: ಇಸ್ಲಾಮಾಬಾದ್: ಪಾಕಿಸ್ತಾನದ ಖೈಬರ್ ಪಖ್ತುಂಖ್ವಾ ಪ್ರಾಂತ್ಯದಲ್ಲಿ ನಡೆದ ವೈಮಾನಿಕ ದಾಳಿಯಲ್ಲಿ ಕನಿಷ್ಠ 30 ಮಂದಿ ಸಾವನ್ನಪ್ಪಿದ್ದಾರೆ. ಸೇನೆಯ ಕಾರ್ಯಾಚರಣೆಯಲ್ಲಿ ನಾಗರಿಕರೇ ಬಲಿಯಾಗಿದ್ದಾರೆ ಎಂದು ಸ್ಥಳೀಯರು ಆರೋಪಿಸಿದ್ದಾರೆ. ಘಟನೆಯಲ್ಲಿ ಹಲವರು ಗಾಯಗೊಂಡಿದ್ದು ಅವರನ್ನು ಆಸ್ಪತ್ರೆಗೆ ದಾಖಲಿಸಲಾಗಿದೆ. ಈ ಘಟನೆ ವ್ಯಾಪಕ ಆಕ್ರೋಶಕ್ಕೆ ಕಾರಣವಾಗಿದೆ. <box>1057 1951 1279 2192</box>
kirusudhi-head-3: ವಿಮಾನದ ಚಕ್ರದಲ್ಲಿ ಅವಿತು ಪ್ರಯಾಣಿಸಿದ ಬಾಲಕ <box>38 1668 194 1712</box>
space-col1-head: ಸವಾಲುಗಳು ಮತ್ತು ಜಾಗತಿಕ ಪ್ರತಿಕ್ರಿಯೆ <box>762 661 898 697</box>
gst-para-1: ನವರಾತ್ರಿ ಹಬ್ಬದ ಸಂದರ್ಭದಲ್ಲಿ ದೇಶವಾಸಿಗಳಿಗೆ ಪ್ರಧಾನಿ ನರೇಂದ್ರ ಮೋದಿ ಪತ್ರ ಬರೆದಿದ್ದಾರೆ. ಜಿಎಸ್‌ಟಿ ಸುಧಾರಣೆ ಜಾರಿಯಿಂದ 2.0 ಜಾರಿ ಸುಧಾರಣೆಗಳ ಪ್ರಯೋಜನ ಜನಸಾಮಾನ್ಯರಿಗೆ ದೊರೆಯಲಿದೆ ಎಂದು ಅವರು ತಿಳಿಸಿದ್ದಾರೆ. <box>38 1957 269 2008</box>
space-title-line2: ಬಾಡಿಗಾರ್ಡ್ <box>1298 488 1434 527</box>
airstrike-photo <box>1292 1951 1499 2135</box>
section-divider-2 <box>38 1843 1504 1844</box>
bottom-news-row <box>38 1866 1504 2192</box>
radhakrishnan-para-1: ಪ್ರಧಾನಿ ನರೇಂದ್ರ ಮೋದಿಯವರ ನಾಯಕತ್ವದಲ್ಲಿ ಅಸಾಧ್ಯವಾದುದು ಕೂಡ ಸಾಧ್ಯವಾಗುತ್ತಿದೆ ಎಂದು ಉಪರಾಷ್ಟ್ರಪತಿ ಸಿ.ಪಿ. ರಾಧಾಕೃಷ್ಣನ್ ಶ್ಲಾಘಿಸಿದ್ದಾರೆ. <box>472 1420 677 1457</box>
kirusudhi-sep-1 <box>38 1565 244 1566</box>
lead-sub-1-head: ಸ್ಪಷ್ಟ ಡಿಸೈನ್‌ಗೆ ಧಾರೆ ಅಣತಿ: <box>38 615 118 625</box>
kirusudhi-brand-2: ಸುದ್ದಿ <box>109 1367 144 1392</box>
modi-photo <box>281 1962 511 2162</box>
space-title-line1: ಬಾಹ್ಯಾಕಾಶಕ್ಕೆ <box>1302 454 1431 488</box>
pink-box-head: ಸೀತಲ್ಲ, ಪೋಟಲ್ಲ ರಾಷ್ಟ್ರ ಮೊದಲು <box>351 578 539 598</box>
pak-para-3: ಘಟನೆಯಲ್ಲಿ ಹಲವರು ಗಾಯಗೊಂಡಿದ್ದು ಅವರನ್ನು ಆಸ್ಪತ್ರೆಗೆ ದಾಖಲಿಸಲಾಗಿದೆ. ಈ ಘಟನೆ ವ್ಯಾಪಕ ಆಕ್ರೋಶಕ್ಕೆ ಕಾರಣವಾಗಿದೆ. <box>1292 2161 1499 2184</box>
masthead-date: 23 ಸೆಪ್ಟಂಬರ್ 2025 <box>82 75 176 90</box>
arrow-icon: ➤ <box>925 590 933 599</box>
gst-col-1: ಹೊಸದಿಲ್ಲಿ: ನವರಾತ್ರಿ ಹಬ್ಬದ ಸಂದರ್ಭದಲ್ಲಿ ದೇಶವಾಸಿಗಳಿಗೆ ಪ್ರಧಾನಿ ನರೇಂದ್ರ ಮೋದಿ ಪತ್ರ ಬರೆದಿದ್ದಾರೆ. ಜಿಎಸ್‌ಟಿ ಸುಧಾರಣೆ ಜಾರಿಯಿಂದ 2.0 ಜಾರಿ ಸುಧಾರಣೆಗಳ ಪ್ರಯೋಜನ ಜನಸಾಮಾನ್ಯರಿಗೆ ದೊರೆಯಲಿದೆ ಎಂದು ಅವರು ತಿಳಿಸಿದ್ದಾರೆ. ತೆರಿಗೆ ಪರಿಷ್ಕರಣೆ: ಹಲವು ಅಗತ್ಯ ವಸ್ತುಗಳ ಮೇಲಿನ ತೆರಿಗೆ ದರವನ್ನು ಇಳಿಸಲಾಗಿದೆ. ಇದರಿಂದ ಗೃಹಬಳಕೆಯ ವಸ್ತುಗಳ ಬೆಲೆ ಇಳಿಕೆಯಾಗಲಿದೆ ಎಂದು ಪ್ರಧಾನಿ ಹೇಳಿದ್ದಾರೆ. ಈ ಸುಧಾರಣೆ ದೇಶದ ಆರ್ಥಿಕತೆಗೆ ಹೊಸ ಚೈತನ್ಯ ನೀಡಲಿದೆ. <box>38 1957 269 2053</box>
space-next-para: ದೇಶದ ಬಾಹ್ಯಾಕಾಶ ಉಪಗ್ರಹ ಸ್ಪರ್ಧಿಗೆ ಕ್ಷೇತ್ರಮಾಡಿದ್ದ ಎಂಬುದನ್ನು ಪ್ರಶ್ನೆ ಹೇಳಲಾಗಿದೆ. ಇದು ಭವಿಷ್ಯದ ಮುಂದಾಲೋಚನೆ ಹೊಂದಿದ ಯೋಜನೆಯಾಗಿದ್ದು, ಬಾಹ್ಯಾಕಾಶದಲ್ಲಿ ಭಾರತದ ಸ್ಥಾನವನ್ನು ಮತ್ತಷ್ಟು ಭದ್ರಪಡಿಸಲಿದೆ ಎಂಬ ವಿಶ್ವಾಸ ವ್ಯಕ್ತವಾಗಿದೆ. <box>917 778 1060 854</box>
arrow-icon: ➤ <box>925 633 933 643</box>
